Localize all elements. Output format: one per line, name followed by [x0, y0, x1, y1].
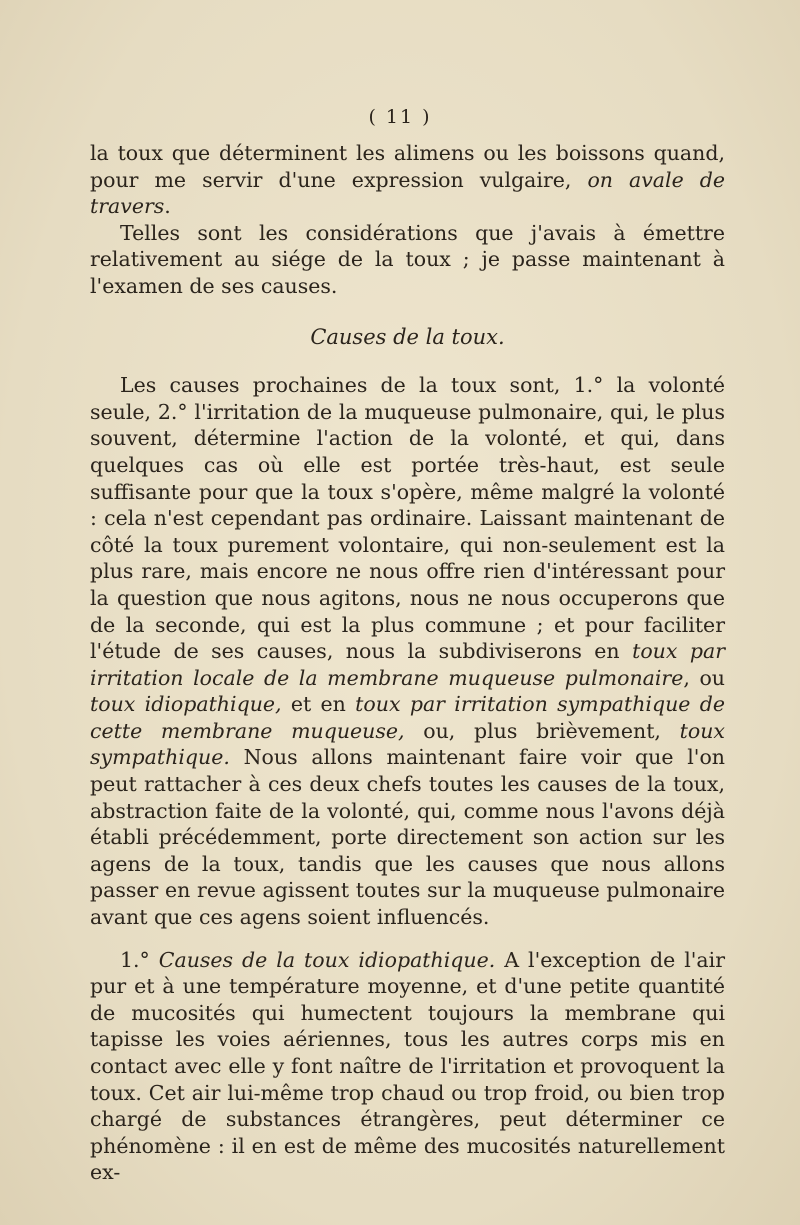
body-text: [90, 140, 725, 1186]
italic-subheading: Causes de la toux idiopathique.: [158, 947, 496, 972]
paragraph-considerations: Telles sont les considérations que j'avais à émettre relativement au siége de la toux ; je passe maintenant à l'examen de ses causes.: [90, 220, 725, 298]
paragraph-text: .: [164, 194, 171, 219]
italic-phrase: on avale de travers: [90, 167, 725, 219]
italic-phrase: toux sympathique.: [90, 718, 725, 770]
list-number: 1.°: [120, 947, 159, 972]
italic-phrase: toux par irritation locale de la membrane muqueuse pulmonaire: [90, 639, 725, 690]
paragraph-text: Nous allons maintenant faire voir que l'on peut rattacher à ces deux chefs toutes les causes de la toux, abstraction faite de la volonté, qui, comme nous l'avons déjà établi précédemment, porte directement son action sur les agens de la toux, tandis que les causes que nous allons passer en revue agissent toutes sur la muqueuse pulmonaire avant que ces agens soient influencés.: [90, 745, 725, 930]
paragraph-text: la toux que déterminent les alimens ou les boissons quand, pour me servir d'une expression vulgaire,: [90, 141, 725, 192]
paragraph-continuation: [90, 140, 725, 220]
italic-phrase: toux idiopathique,: [90, 692, 282, 717]
paragraph-text: ou, plus brièvement,: [404, 718, 680, 743]
paragraph-text: A l'exception de l'air pur et à une température moyenne, et d'une petite quantité de mucosités qui humectent toujours la membrane qui tapisse les voies aériennes, tous les autres corps mis en contact avec elle y font naître de l'irritation et provoquent la toux. Cet air lui-même trop chaud ou trop froid, ou bien trop chargé de substances étrangères, peut déterminer ce phénomène : il en est de même des mucosités naturellement ex-: [90, 947, 725, 1185]
paragraph-causes: [90, 372, 725, 930]
paragraph-idiopathic: [90, 947, 725, 1186]
paragraph-text: Les causes prochaines de la toux sont, 1.° la volonté seule, 2.° l'irritation de la muqueuse pulmonaire, qui, le plus souvent, détermine l'action de la volonté, et qui, dans quelques cas où elle est portée très-haut, est seule suffisante pour que la toux s'opère, même malgré la volonté : cela n'est cependant pas ordinaire. Laissant maintenant de côté la toux purement volontaire, qui non-seulement est la plus rare, mais encore ne nous offre rien d'intéressant pour la question que nous agitons, nous ne nous occuperons que de la seconde, qui est la plus commune ; et pour faciliter l'étude de ses causes, nous la subdiviserons en: [90, 373, 725, 664]
page-number: ( 11 ): [368, 106, 432, 128]
paragraph-text: et en: [281, 692, 356, 717]
paragraph-text: , ou: [683, 665, 726, 690]
section-heading: Causes de la toux.: [310, 324, 505, 349]
italic-phrase: toux par irritation sympathique de cette membrane muqueuse,: [90, 692, 725, 743]
